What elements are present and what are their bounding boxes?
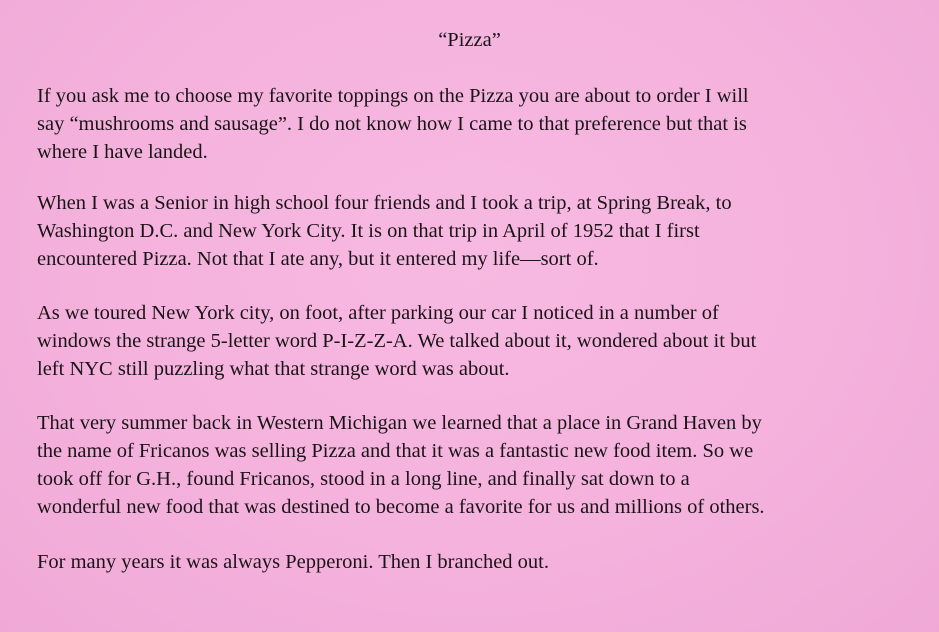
paragraph-line: When I was a Senior in high school four friends and I took a trip, at Spring Break, to: [37, 192, 732, 214]
paragraph-line: As we toured New York city, on foot, after parking our car I noticed in a number of: [37, 302, 719, 324]
paragraph-line: If you ask me to choose my favorite toppings on the Pizza you are about to order I will: [37, 85, 749, 107]
paragraph-line: That very summer back in Western Michigan we learned that a place in Grand Haven by: [37, 412, 762, 434]
paragraph-line: For many years it was always Pepperoni. Then I branched out.: [37, 551, 549, 573]
paragraph-line: Washington D.C. and New York City. It is on that trip in April of 1952 that I first: [37, 220, 700, 242]
paragraph-line: the name of Fricanos was selling Pizza and that it was a fantastic new food item. So we: [37, 440, 754, 462]
paragraph-line: say “mushrooms and sausage”. I do not know how I came to that preference but that is: [37, 113, 747, 135]
paragraph-line: wonderful new food that was destined to become a favorite for us and millions of others.: [37, 496, 765, 518]
document-title: “Pizza”: [438, 29, 501, 51]
paragraph-line: windows the strange 5-letter word P-I-Z-Z-A. We talked about it, wondered about it but: [37, 330, 757, 352]
paragraph-line: encountered Pizza. Not that I ate any, but it entered my life—sort of.: [37, 248, 599, 270]
paragraph-line: took off for G.H., found Fricanos, stood in a long line, and finally sat down to a: [37, 468, 690, 490]
paragraph-line: where I have landed.: [37, 141, 208, 163]
paragraph-line: left NYC still puzzling what that strange word was about.: [37, 358, 510, 380]
